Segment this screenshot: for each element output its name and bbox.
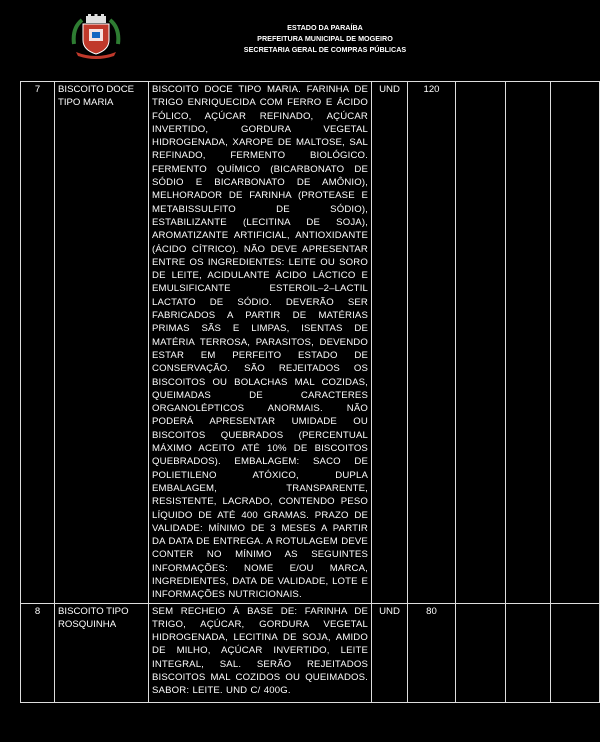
item-name: BISCOITO DOCE TIPO MARIA xyxy=(55,82,149,604)
table-row xyxy=(21,82,600,604)
item-unit: UND xyxy=(372,603,408,702)
item-brand xyxy=(456,82,506,604)
item-name: BISCOITO TIPO ROSQUINHA xyxy=(55,603,149,702)
coat-of-arms-icon xyxy=(70,14,122,60)
department-name: SECRETARIA GERAL DE COMPRAS PÚBLICAS xyxy=(243,45,407,54)
item-quantity: 80 xyxy=(408,603,456,702)
item-total-price xyxy=(551,82,600,604)
item-description: BISCOITO DOCE TIPO MARIA. FARINHA DE TRIGO ENRIQUECIDA COM FERRO E ÁCIDO FÓLICO, AÇÚCAR REFINADO, AÇÚCAR INVERTIDO, GORDURA VEGETAL HIDROGENADA, XAROPE DE MALTOSE, SAL REFINADO, FERMENTO BIOLÓGICO. FERMENTO QUÍMICO (BICARBONATO DE SÓDIO E BICARBONATO DE AMÔNIO), MELHORADOR DE FARINHA (PROTEASE E METABISSULFITO DE SÓDIO), ESTABILIZANTE (LECITINA DE SOJA), AROMATIZANTE ARTIFICIAL, ANTIOXIDANTE (ÁCIDO CÍTRICO). NÃO DEVE APRESENTAR ENTRE OS INGREDIENTES: LEITE OU SORO DE LEITE, ACIDULANTE ÁCIDO LÁCTICO E EMULSIFICANTE ESTEROIL–2–LACTIL LACTATO DE SÓDIO. DEVERÃO SER FABRICADOS A PARTIR DE MATÉRIAS PRIMAS SÃS E LIMPAS, ISENTAS DE MATÉRIA TERROSA, PARASITOS, DEVENDO ESTAR EM PERFEITO ESTADO DE CONSERVAÇÃO. SÃO REJEITADOS OS BISCOITOS OU BOLACHAS MAL COZIDAS, QUEIMADAS DE CARACTERES ORGANOLÉPTICOS ANORMAIS. NÃO PODERÁ APRESENTAR UMIDADE OU BISCOITOS QUEBRADOS (PERCENTUAL MÁXIMO ACEITO ATÉ 10% DE BISCOITOS QUEBRADOS). EMBALAGEM: SACO DE POLIETILENO ATÓXICO, DUPLA EMBALAGEM, TRANSPARENTE, RESISTENTE, LACRADO, CONTENDO PESO LÍQUIDO DE ATÉ 400 GRAMAS. PRAZO DE VALIDADE: MÍNIMO DE 3 MESES A PARTIR DA DATA DE ENTREGA. A ROTULAGEM DEVE CONTER NO MÍNIMO AS SEGUINTES INFORMAÇÕES: NOME E/OU MARCA, INGREDIENTES, DATA DE VALIDADE, LOTE E INFORMAÇÕES NUTRICIONAIS. xyxy=(149,82,372,604)
item-unit-price xyxy=(506,82,551,604)
state-name: ESTADO DA PARAÍBA xyxy=(287,23,363,32)
item-brand xyxy=(456,603,506,702)
item-number: 7 xyxy=(21,82,55,604)
document-header xyxy=(0,0,600,80)
item-quantity: 120 xyxy=(408,82,456,604)
item-total-price xyxy=(551,603,600,702)
municipality-name: PREFEITURA MUNICIPAL DE MOGEIRO xyxy=(257,34,393,43)
item-number: 8 xyxy=(21,603,55,702)
header-text xyxy=(150,22,500,55)
item-unit-price xyxy=(506,603,551,702)
items-table xyxy=(20,81,600,703)
table-row xyxy=(21,603,600,702)
item-unit: UND xyxy=(372,82,408,604)
item-description: SEM RECHEIO À BASE DE: FARINHA DE TRIGO, AÇÚCAR, GORDURA VEGETAL HIDROGENADA, LECITINA DE SOJA, AMIDO DE MILHO, AÇÚCAR INVERTIDO, LEITE INTEGRAL, SAL. SERÃO REJEITADOS BISCOITOS MAL COZIDOS OU QUEIMADOS. SABOR: LEITE. UND C/ 400G. xyxy=(149,603,372,702)
